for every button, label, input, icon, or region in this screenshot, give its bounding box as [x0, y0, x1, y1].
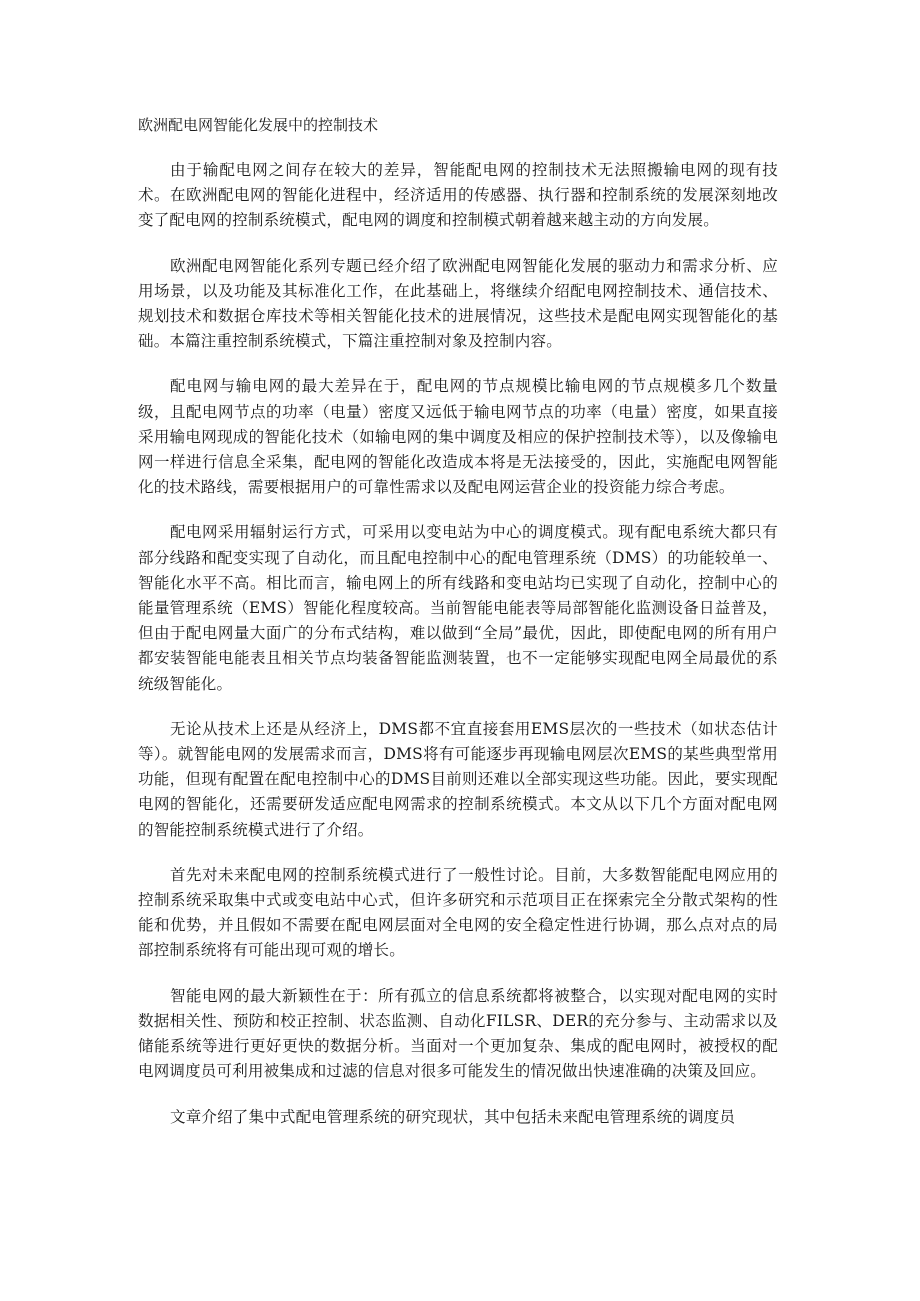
paragraph: 文章介绍了集中式配电管理系统的研究现状，其中包括未来配电管理系统的调度员 — [170, 1107, 736, 1126]
paragraph: 欧洲配电网智能化系列专题已经介绍了欧洲配电网智能化发展的驱动力和需求分析、应用场景，以及功能及其标准化工作，在此基础上，将继续介绍配电网控制技术、通信技术、规划技术和数据仓库技术等相关智能化技术的进展情况，这些技术是配电网实现智能化的基础。本篇注重控制系统模式，下篇注重控制对象及控制内容。 — [138, 256, 778, 351]
document-body — [138, 112, 778, 1150]
paragraph: 由于输配电网之间存在较大的差异，智能配电网的控制技术无法照搬输电网的现有技术。在欧洲配电网的智能化进程中，经济适用的传感器、执行器和控制系统的发展深刻地改变了配电网的控制系统模式，配电网的调度和控制模式朝着越来越主动的方向发展。 — [138, 161, 778, 230]
paragraph: 首先对未来配电网的控制系统模式进行了一般性讨论。目前，大多数智能配电网应用的控制系统采取集中式或变电站中心式，但许多研究和示范项目正在探索完全分散式架构的性能和优势，并且假如不需要在配电网层面对全电网的安全稳定性进行协调，那么点对点的局部控制系统将有可能出现可观的增长。 — [138, 865, 778, 960]
paragraph: 智能电网的最大新颖性在于：所有孤立的信息系统都将被整合，以实现对配电网的实时数据相关性、预防和校正控制、状态监测、自动化FILSR、DER的充分参与、主动需求以及储能系统等进行更好更快的数据分析。当面对一个更加复杂、集成的配电网时，被授权的配电网调度员可利用被集成和过滤的信息对很多可能发生的情况做出快速准确的决策及回应。 — [138, 986, 778, 1081]
paragraph: 配电网与输电网的最大差异在于，配电网的节点规模比输电网的节点规模多几个数量级，且配电网节点的功率（电量）密度又远低于输电网节点的功率（电量）密度，如果直接采用输电网现成的智能化技术（如输电网的集中调度及相应的保护控制技术等），以及像输电网一样进行信息全采集，配电网的智能化改造成本将是无法接受的，因此，实施配电网智能化的技术路线，需要根据用户的可靠性需求以及配电网运营企业的投资能力综合考虑。 — [138, 377, 778, 497]
paragraph: 无论从技术上还是从经济上，DMS都不宜直接套用EMS层次的一些技术（如状态估计等）。就智能电网的发展需求而言，DMS将有可能逐步再现输电网层次EMS的某些典型常用功能，但现有配置在配电控制中心的DMS目前则还难以全部实现这些功能。因此，要实现配电网的智能化，还需要研发适应配电网需求的控制系统模式。本文从以下几个方面对配电网的智能控制系统模式进行了介绍。 — [138, 719, 778, 839]
paragraph: 配电网采用辐射运行方式，可采用以变电站为中心的调度模式。现有配电系统大都只有部分线路和配变实现了自动化，而且配电控制中心的配电管理系统（DMS）的功能较单一、智能化水平不高。相比而言，输电网上的所有线路和变电站均已实现了自动化，控制中心的能量管理系统（EMS）智能化程度较高。当前智能电能表等局部智能化监测设备日益普及，但由于配电网量大面广的分布式结构，难以做到“全局”最优，因此，即使配电网的所有用户都安装智能电能表且相关节点均装备智能监测装置，也不一定能够实现配电网全局最优的系统级智能化。 — [138, 523, 778, 693]
document-title: 欧洲配电网智能化发展中的控制技术 — [138, 116, 379, 134]
